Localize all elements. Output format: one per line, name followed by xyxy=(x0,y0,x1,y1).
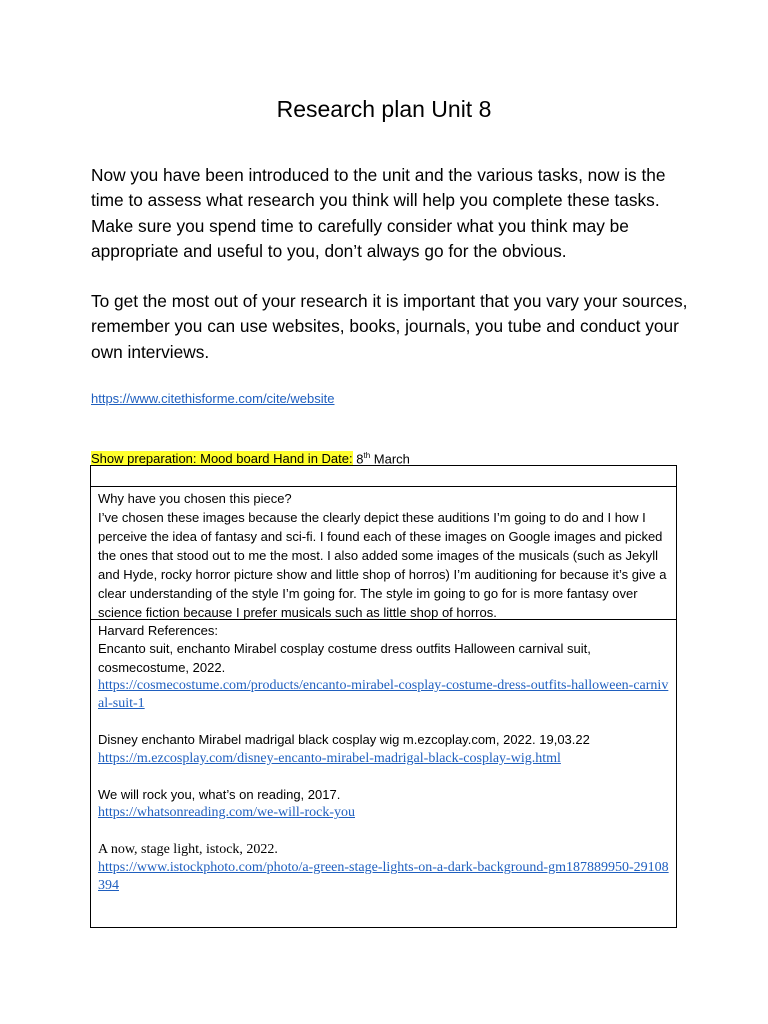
hand-in-label: Show preparation: Mood board Hand in Date: xyxy=(91,451,353,467)
research-table xyxy=(90,465,677,928)
hand-in-day-suffix: th xyxy=(363,451,371,460)
reference-2-link[interactable]: https://m.ezcosplay.com/disney-encanto-mirabel-madrigal-black-cosplay-wig.html xyxy=(98,750,561,766)
intro-paragraph: Now you have been introduced to the unit and the various tasks, now is the time to assess what research you think will help you complete these tasks. Make sure you spend time to carefully consider what you think may be appropriate and useful to you, don’t always go for the obvious. xyxy=(91,165,666,262)
reflection-cell xyxy=(91,487,676,620)
reference-3-link[interactable]: https://whatsonreading.com/we-will-rock-you xyxy=(98,805,355,821)
references-cell xyxy=(91,620,676,896)
reflection-answer: I’ve chosen these images because the clearly depict these auditions I’m going to do and I how I perceive the idea of fantasy and sci-fi. I found each of these images on Google images and picked the ones that stood out to me the most. I also added some images of the musicals (such as Jekyll and Hyde, rocky horror picture show and little shop of horros) I’m auditioning for because it’s give a clear understanding of the style I’m going for. The style im going to go for is more fantasy over science fiction because I prefer musicals such as little shop of horros. xyxy=(98,510,667,620)
reference-4-text: A now, stage light, istock, 2022. xyxy=(98,841,278,857)
reflection-question: Why have you chosen this piece? xyxy=(98,491,292,506)
hand-in-month: March xyxy=(373,451,410,467)
empty-table-row xyxy=(91,466,676,487)
reference-2-text: Disney enchanto Mirabel madrigal black cosplay wig m.ezcoplay.com, 2022. 19,03.22 xyxy=(98,732,590,748)
sources-paragraph: To get the most out of your research it is important that you vary your sources, remember you can use websites, books, journals, you tube and conduct your own interviews. xyxy=(91,291,688,362)
references-heading: Harvard References: xyxy=(98,623,218,638)
citethisforme-link[interactable]: https://www.citethisforme.com/cite/website xyxy=(91,391,335,406)
reference-3-text: We will rock you, what’s on reading, 2017. xyxy=(98,787,341,803)
page-title: Research plan Unit 8 xyxy=(276,96,492,122)
reference-4-link[interactable]: https://www.istockphoto.com/photo/a-green-stage-lights-on-a-dark-background-gm187889950-29108394 xyxy=(98,859,669,894)
reference-1-link[interactable]: https://cosmecostume.com/products/encanto-mirabel-cosplay-costume-dress-outfits-halloween-carnival-suit-1 xyxy=(98,677,669,712)
reference-1-text: Encanto suit, enchanto Mirabel cosplay costume dress outfits Halloween carnival suit, cosmecostume, 2022. xyxy=(98,641,591,675)
hand-in-day: 8 xyxy=(356,451,364,467)
